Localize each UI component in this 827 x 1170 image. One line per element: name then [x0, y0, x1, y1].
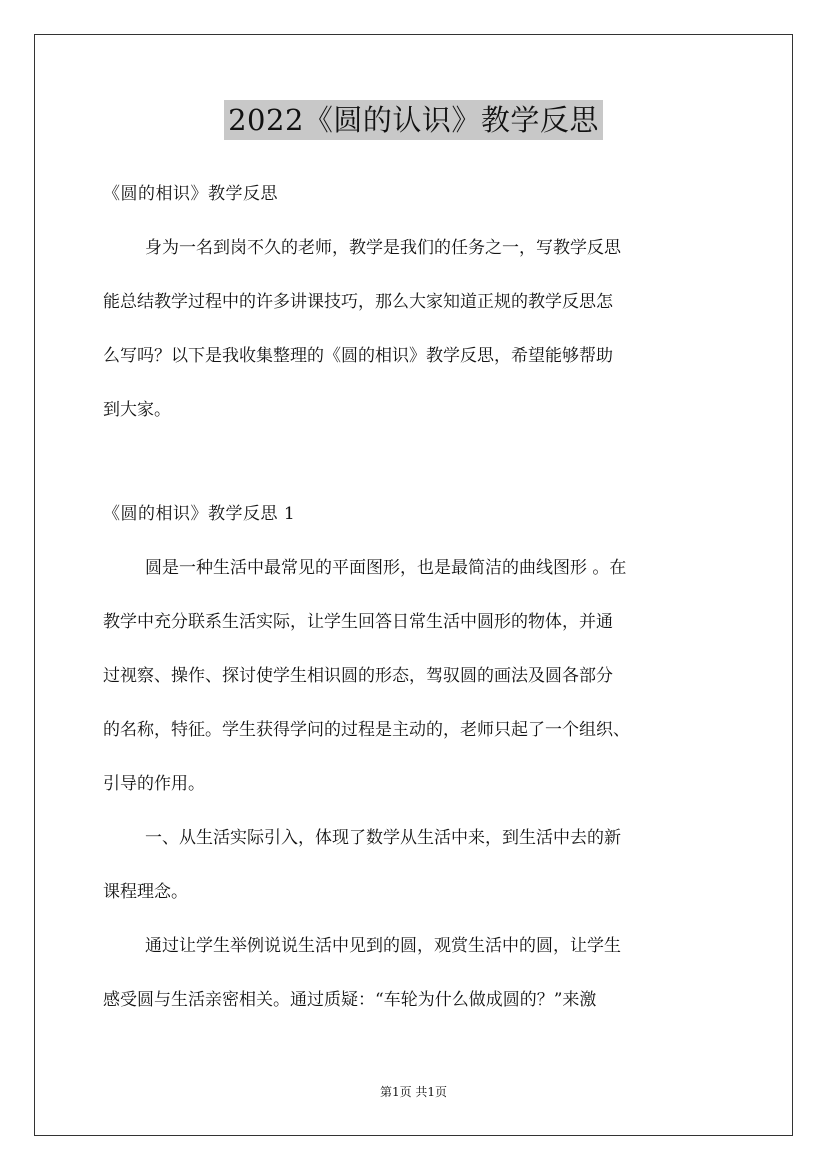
paragraph-line: 课程理念。 — [103, 882, 188, 902]
paragraph-line: 的名称，特征。学生获得学问的过程是主动的，老师只起了一个组织、 — [103, 720, 630, 740]
section-heading: 《圆的相识》教学反思 1 — [103, 504, 296, 524]
section-heading: 《圆的相识》教学反思 — [103, 184, 278, 204]
paragraph-line: 么写吗？以下是我收集整理的《圆的相识》教学反思，希望能够帮助 — [103, 346, 613, 366]
paragraph-line: 引导的作用。 — [103, 774, 205, 794]
document-title: 2022《圆的认识》教学反思 — [224, 100, 603, 140]
paragraph-line: 身为一名到岗不久的老师，教学是我们的任务之一，写教学反思 — [145, 238, 621, 258]
paragraph-line: 感受圆与生活亲密相关。通过质疑：“车轮为什么做成圆的？”来激 — [103, 990, 597, 1010]
paragraph-line: 教学中充分联系生活实际，让学生回答日常生活中圆形的物体，并通 — [103, 612, 613, 632]
paragraph-line: 过视察、操作、探讨使学生相识圆的形态，驾驭圆的画法及圆各部分 — [103, 666, 613, 686]
paragraph-line: 能总结教学过程中的许多讲课技巧，那么大家知道正规的教学反思怎 — [103, 292, 613, 312]
paragraph-line: 圆是一种生活中最常见的平面图形，也是最简洁的曲线图形 。在 — [145, 558, 627, 578]
title-container — [0, 100, 827, 140]
paragraph-gap — [103, 442, 727, 492]
paragraph-line: 通过让学生举例说说生活中见到的圆，观赏生活中的圆，让学生 — [145, 936, 621, 956]
page-footer: 第1页 共1页 — [379, 1085, 448, 1099]
document-body — [103, 172, 727, 1032]
paragraph-line: 一、从生活实际引入，体现了数学从生活中来，到生活中去的新 — [145, 828, 621, 848]
paragraph-line: 到大家。 — [103, 400, 171, 420]
